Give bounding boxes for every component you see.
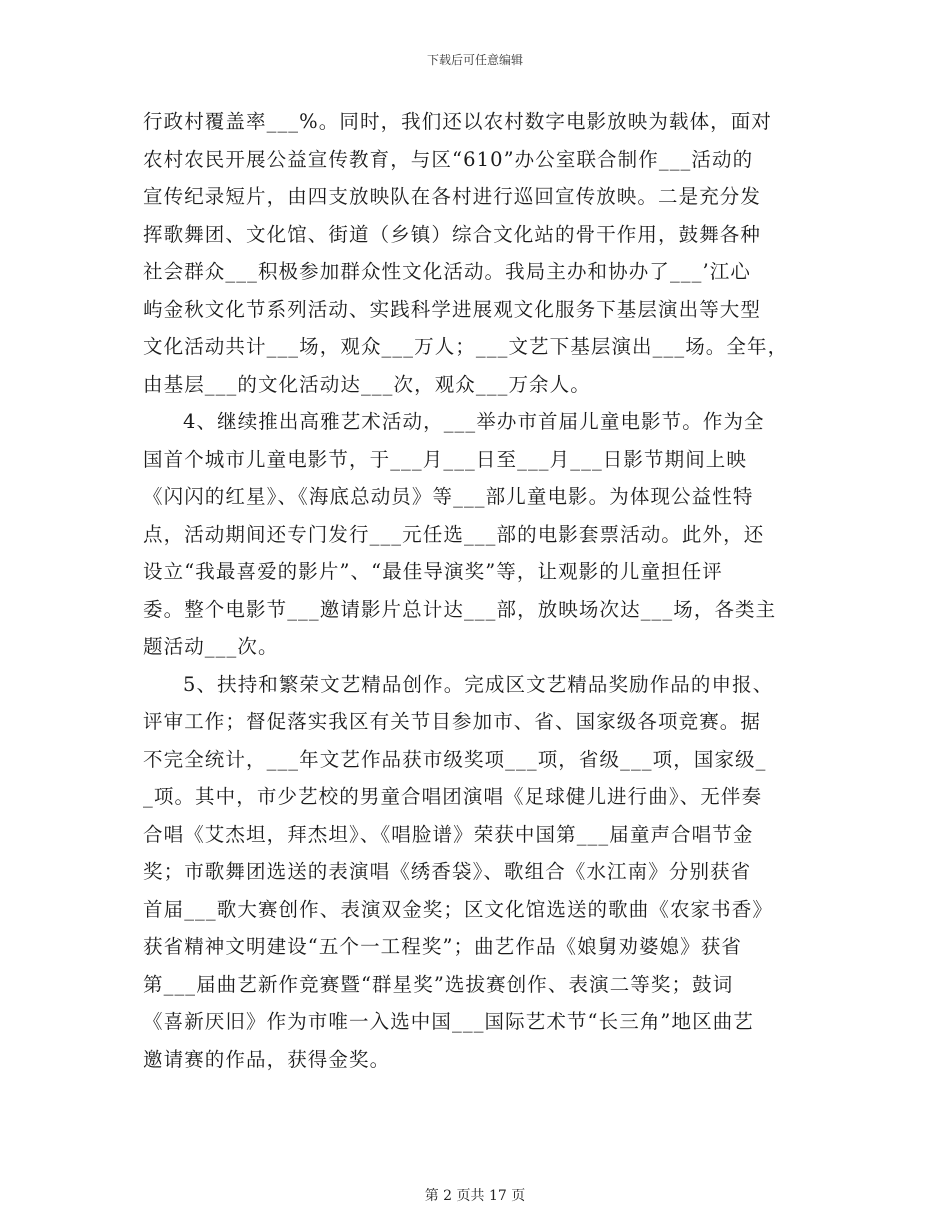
text-line: 文化活动共计___场，观众___万人；___文艺下基层演出___场。全年， <box>143 335 789 358</box>
paragraph-continuation <box>143 103 808 403</box>
paragraph-item-4 <box>143 403 808 666</box>
text-line: 4、继续推出高雅艺术活动，___举办市首届儿童电影节。作为全 <box>183 410 765 433</box>
text-line: 题活动___次。 <box>143 635 279 658</box>
text-line: 社会群众___积极参加群众性文化活动。我局主办和协办了___’江心 <box>143 260 751 283</box>
text-line: 评审工作；督促落实我区有关节目参加市、省、国家级各项竞赛。据 <box>143 710 762 733</box>
text-line: 合唱《艾杰坦，拜杰坦》、《唱脸谱》荣获中国第___届童声合唱节金 <box>143 822 754 846</box>
text-line: 5、扶持和繁荣文艺精品创作。完成区文艺精品奖励作品的申报、 <box>183 672 774 696</box>
text-line: 《闪闪的红星》、《海底总动员》等___部儿童电影。为体现公益性特 <box>143 485 754 508</box>
paragraph-item-5 <box>143 666 808 1079</box>
text-line: 不完全统计，___年文艺作品获市级奖项___项，省级___项，国家级_ <box>143 747 767 771</box>
text-line: 首届___歌大赛创作、表演双金奖；区文化馆选送的歌曲《农家书香》 <box>143 897 773 921</box>
page-header: 下载后可任意编辑 <box>426 53 523 67</box>
text-line: _项。其中，市少艺校的男童合唱团演唱《足球健儿进行曲》、无伴奏 <box>143 785 763 808</box>
page-number-footer: 第 2 页共 17 页 <box>424 1188 526 1204</box>
text-line: 设立“我最喜爱的影片”、“最佳导演奖”等，让观影的儿童担任评 <box>143 560 723 583</box>
text-line: 宣传纪录短片，由四支放映队在各村进行巡回宣传放映。二是充分发 <box>143 185 762 208</box>
text-line: 点，活动期间还专门发行___元任选___部的电影套票活动。此外，还 <box>143 522 765 546</box>
text-line: 《喜新厌旧》作为市唯一入选中国___国际艺术节“长三角”地区曲艺 <box>143 1010 754 1033</box>
text-line: 第___届曲艺新作竞赛暨“群星奖”选拔赛创作、表演二等奖；鼓词 <box>143 972 734 996</box>
text-line: 农村农民开展公益宣传教育，与区“610”办公室联合制作___活动的 <box>143 147 754 171</box>
text-line: 奖；市歌舞团选送的表演唱《绣香袋》、歌组合《水江南》分别获省 <box>143 860 752 883</box>
text-line: 邀请赛的作品，获得金奖。 <box>143 1047 391 1071</box>
text-line: 行政村覆盖率___%。同时，我们还以农村数字电影放映为载体，面对 <box>143 110 772 133</box>
document-body <box>143 103 808 1078</box>
text-line: 由基层___的文化活动达___次，观众___万余人。 <box>143 372 591 396</box>
text-line: 国首个城市儿童电影节，于___月___日至___月___日影节期间上映 <box>143 447 747 471</box>
text-line: 挥歌舞团、文化馆、街道（乡镇）综合文化站的骨干作用，鼓舞各种 <box>143 222 762 246</box>
text-line: 获省精神文明建设“五个一工程奖”；曲艺作品《娘舅劝婆媳》获省 <box>143 935 742 958</box>
text-line: 委。整个电影节___邀请影片总计达___部，放映场次达___场，各类主 <box>143 597 777 621</box>
text-line: 屿金秋文化节系列活动、实践科学进展观文化服务下基层演出等大型 <box>143 297 762 321</box>
